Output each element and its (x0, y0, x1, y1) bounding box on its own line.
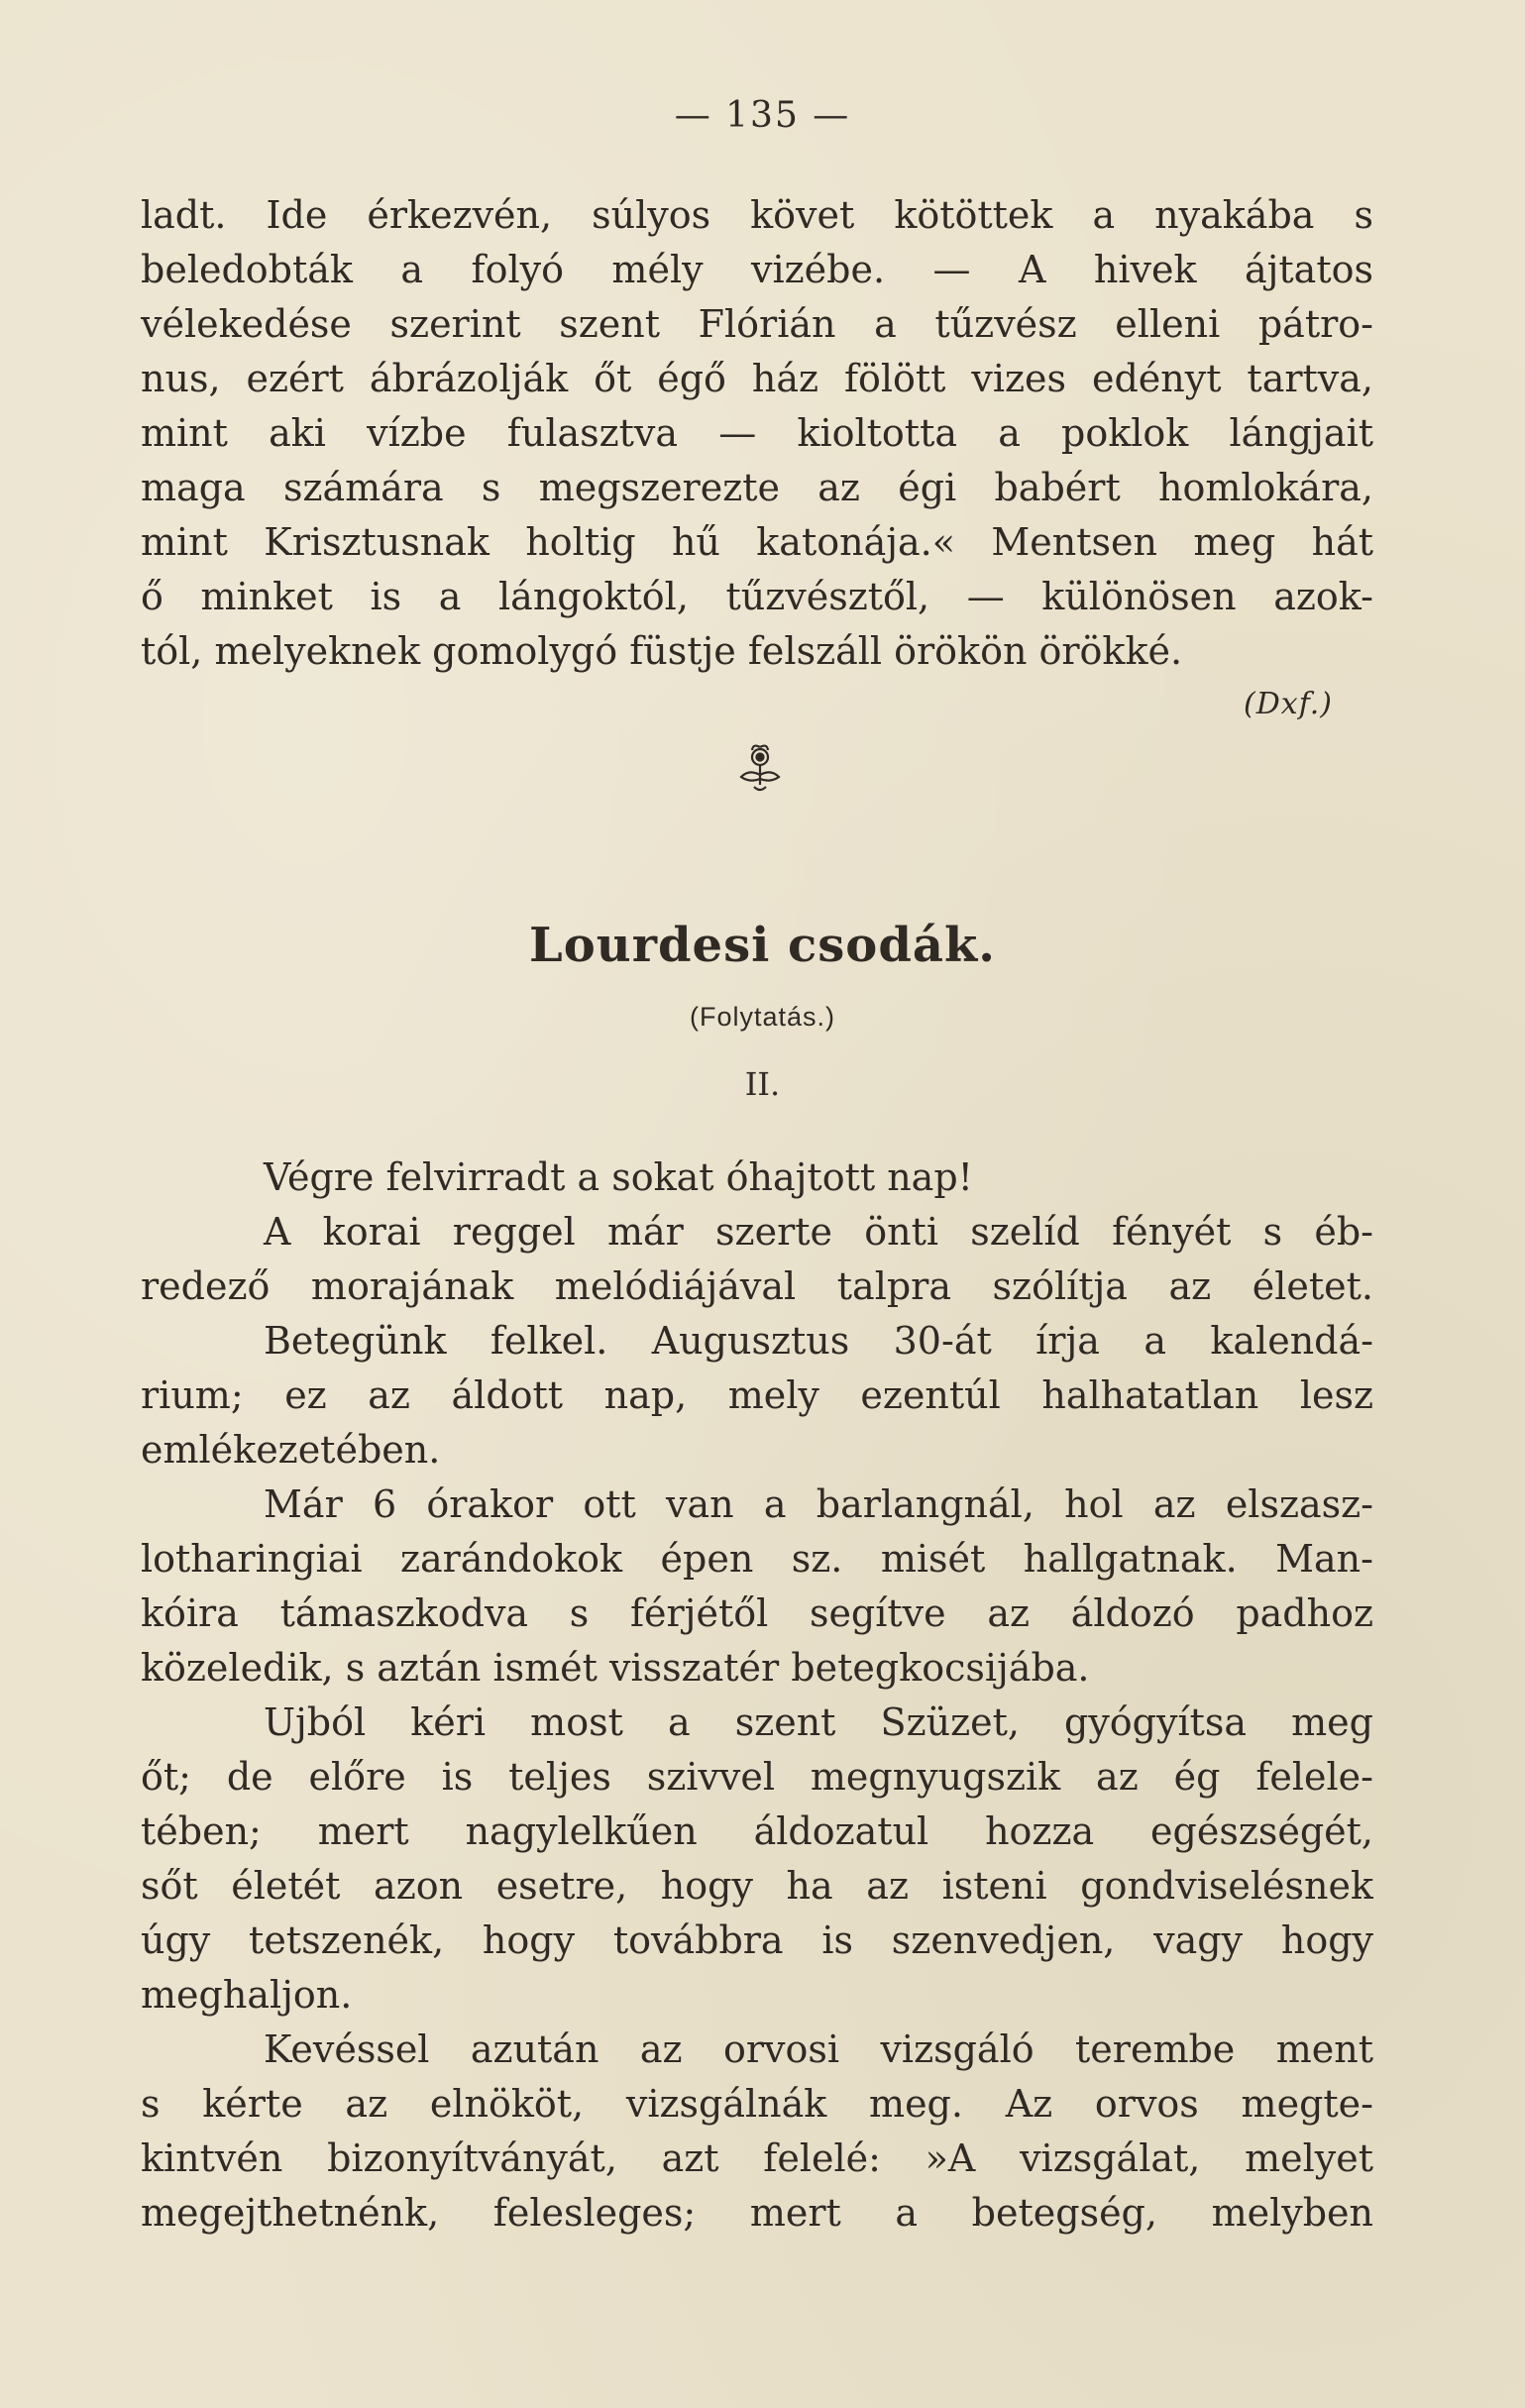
text-line: tól, melyeknek gomolygó füstje felszáll örökön örökké. (141, 629, 1183, 673)
text-line: megejthetnénk, felesleges; mert a betegség, melyben (141, 2191, 1373, 2235)
text-line: beledobták a folyó mély vizébe. — A hivek ájtatos (141, 248, 1373, 291)
text-line: mint Krisztusnak holtig hű katonája.« Mentsen meg hát (141, 520, 1373, 564)
article-title: Lourdesi csodák. (529, 918, 996, 973)
text-line: Ujból kéri most a szent Szüzet, gyógyítsa meg (264, 1700, 1373, 1744)
text-line: tében; mert nagylelkűen áldozatul hozza egészségét, (141, 1809, 1373, 1853)
text-line: sőt életét azon esetre, hogy ha az isteni gondviselésnek (141, 1864, 1373, 1908)
text-line: maga számára s megszerezte az égi babért homlokára, (141, 466, 1373, 509)
text-line: mint aki vízbe fulasztva — kioltotta a poklok lángjait (141, 411, 1373, 455)
article-part-number: II. (744, 1065, 781, 1103)
text-line: Betegünk felkel. Augusztus 30-át írja a kalendá- (264, 1319, 1373, 1363)
text-line: kintvén bizonyítványát, azt felelé: »A vizsgálat, melyet (141, 2136, 1373, 2180)
text-line: kóira támaszkodva s férjétől segítve az áldozó padhoz (141, 1591, 1373, 1635)
text-line: közeledik, s aztán ismét visszatér betegkocsijába. (141, 1646, 1090, 1690)
flower-ornament-icon (735, 741, 785, 797)
text-line: s kérte az elnököt, vizsgálnák meg. Az orvos megte- (141, 2082, 1373, 2126)
text-line: őt; de előre is teljes szivvel megnyugszik az ég felele- (141, 1755, 1373, 1799)
text-line: meghaljon. (141, 1973, 353, 2017)
page-number: — 135 — (674, 95, 851, 136)
article-body-text (141, 1150, 1373, 2241)
article-continuation-note: (Folytatás.) (689, 1002, 836, 1032)
text-line: nus, ezért ábrázolják őt égő ház fölött vizes edényt tartva, (141, 357, 1373, 400)
text-line: Kevéssel azután az orvosi vizsgáló terembe ment (264, 2027, 1373, 2071)
first-section-text (141, 188, 1373, 679)
text-line: lotharingiai zarándokok épen sz. misét hallgatnak. Man- (141, 1537, 1373, 1581)
text-line: emlékezetében. (141, 1428, 441, 1472)
author-signature: (Dxf.) (1244, 687, 1333, 721)
text-line: vélekedése szerint szent Flórián a tűzvész elleni pátro- (141, 302, 1373, 346)
text-line: ő minket is a lángoktól, tűzvésztől, — különösen azok- (141, 575, 1373, 618)
text-line: rium; ez az áldott nap, mely ezentúl halhatatlan lesz (141, 1373, 1373, 1417)
text-line: Végre felvirradt a sokat óhajtott nap! (264, 1155, 973, 1199)
text-line: A korai reggel már szerte önti szelíd fényét s éb- (264, 1210, 1373, 1254)
text-line: ladt. Ide érkezvén, súlyos követ kötöttek a nyakába s (141, 193, 1373, 237)
text-line: úgy tetszenék, hogy továbbra is szenvedjen, vagy hogy (141, 1918, 1373, 1962)
text-line: Már 6 órakor ott van a barlangnál, hol az elszasz- (264, 1482, 1373, 1526)
text-line: redező morajának melódiájával talpra szólítja az életet. (141, 1264, 1373, 1308)
